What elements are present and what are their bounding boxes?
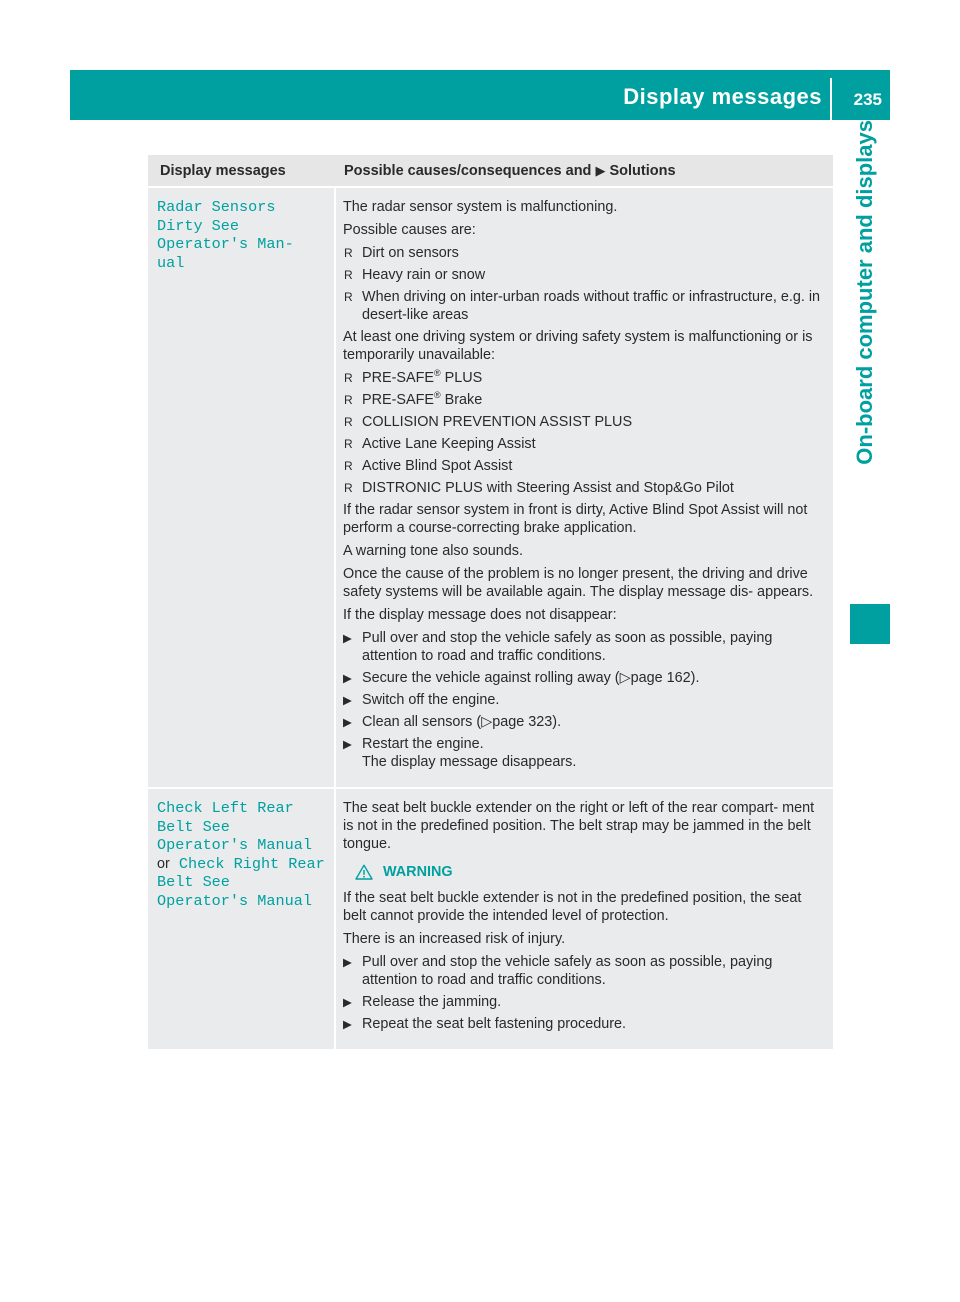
triangle-right-icon: ▶	[343, 717, 352, 729]
list-item: R PRE-SAFE® Brake	[344, 390, 483, 408]
chapter-tab	[840, 120, 890, 590]
list-item: R When driving on inter-urban roads without traffic or infrastructure, e.g. in desert-like areas	[344, 289, 821, 323]
display-message-text: Check Right Rear Belt See Operator's Manual	[157, 854, 325, 910]
table-row	[148, 789, 833, 1051]
display-message-cell	[148, 789, 336, 1049]
page-title: Display messages	[623, 84, 822, 109]
warning-triangle-icon	[355, 864, 373, 880]
triangle-right-icon: ▶	[343, 633, 352, 645]
circle-r-icon: R	[344, 437, 353, 451]
list-item: R Dirt on sensors	[344, 245, 459, 261]
triangle-right-icon: ▶	[595, 162, 606, 178]
or-text: or	[157, 855, 170, 872]
column-header-display: Display messages	[160, 162, 286, 179]
solution-intro: The seat belt buckle extender on the right or left of the rear compart- ment is not in the predefined position. The belt strap may be jammed in the belt tongue.	[343, 800, 815, 852]
table-row	[148, 188, 833, 789]
table-header	[148, 155, 833, 188]
header-divider	[830, 78, 832, 120]
list-item: ▶ Repeat the seat belt fastening procedure.	[343, 1016, 627, 1032]
solution-cell	[336, 789, 833, 1049]
page-ref-triangle-icon: ▷	[481, 714, 493, 730]
list-item: R Heavy rain or snow	[344, 267, 486, 283]
triangle-right-icon: ▶	[343, 695, 352, 707]
circle-r-icon: R	[344, 268, 353, 282]
chapter-marker	[850, 604, 890, 644]
page-number: 235	[853, 90, 882, 109]
systems-intro: At least one driving system or driving safety system is malfunctioning or is temporarily unavailable:	[343, 329, 813, 363]
circle-r-icon: R	[344, 371, 353, 385]
page-ref-triangle-icon: ▷	[619, 670, 631, 686]
triangle-right-icon: ▶	[343, 1019, 352, 1031]
list-item: R PRE-SAFE® PLUS	[344, 368, 483, 386]
display-message-text: Check Left Rear Belt See Operator's Manual	[157, 799, 312, 854]
causes-label: Possible causes are:	[343, 222, 476, 238]
list-item: ▶ Switch off the engine.	[343, 692, 500, 708]
list-item: ▶ Secure the vehicle against rolling away (▷page 162).	[343, 670, 700, 686]
list-item: ▶ Pull over and stop the vehicle safely as soon as possible, paying attention to road and traffic conditions.	[343, 954, 773, 988]
display-message-text: Radar Sensors Dirty See Operator's Man‐ ual	[157, 198, 294, 272]
note-dirty: If the radar sensor system in front is dirty, Active Blind Spot Assist will not perform a course-correcting brake application.	[343, 502, 808, 536]
circle-r-icon: R	[344, 246, 353, 260]
triangle-right-icon: ▶	[343, 997, 352, 1009]
warning-heading	[355, 863, 825, 881]
chapter-tab-label: On-board computer and displays	[852, 120, 877, 465]
risk-text: There is an increased risk of injury.	[343, 931, 566, 947]
list-item: R COLLISION PREVENTION ASSIST PLUS	[344, 414, 633, 430]
page-header	[70, 70, 890, 120]
list-item: R Active Lane Keeping Assist	[344, 436, 536, 452]
display-message-cell	[148, 188, 336, 787]
triangle-right-icon: ▶	[343, 673, 352, 685]
column-header-solutions-suffix: Solutions	[609, 162, 676, 179]
note-recover: Once the cause of the problem is no longer present, the driving and drive safety systems will be available again. The display message dis- appears.	[343, 566, 814, 600]
circle-r-icon: R	[344, 415, 353, 429]
warning-label: WARNING	[383, 864, 453, 880]
column-header-solutions	[336, 162, 833, 180]
list-item: ▶ Release the jamming.	[343, 994, 502, 1010]
note-tone: A warning tone also sounds.	[343, 543, 524, 559]
circle-r-icon: R	[344, 459, 353, 473]
circle-r-icon: R	[344, 481, 353, 495]
solution-intro: The radar sensor system is malfunctioning.	[343, 199, 618, 215]
solution-cell	[336, 188, 833, 787]
list-item: R Active Blind Spot Assist	[344, 458, 513, 474]
display-messages-table	[148, 155, 833, 1051]
triangle-right-icon: ▶	[343, 739, 352, 751]
list-item: R DISTRONIC PLUS with Steering Assist and Stop&Go Pilot	[344, 480, 734, 496]
list-item: ▶ Clean all sensors (▷page 323).	[343, 714, 562, 730]
warning-text: If the seat belt buckle extender is not in the predefined position, the seat belt cannot provide the intended level of protection.	[343, 890, 802, 924]
list-item: ▶ Pull over and stop the vehicle safely as soon as possible, paying attention to road and traffic conditions.	[343, 630, 773, 664]
circle-r-icon: R	[344, 393, 353, 407]
circle-r-icon: R	[344, 290, 353, 304]
note-if: If the display message does not disappear:	[343, 607, 617, 623]
list-item: ▶ Restart the engine. The display message disappears.	[343, 736, 577, 770]
column-header-solutions-prefix: Possible causes/consequences and	[344, 162, 592, 179]
triangle-right-icon: ▶	[343, 957, 352, 969]
